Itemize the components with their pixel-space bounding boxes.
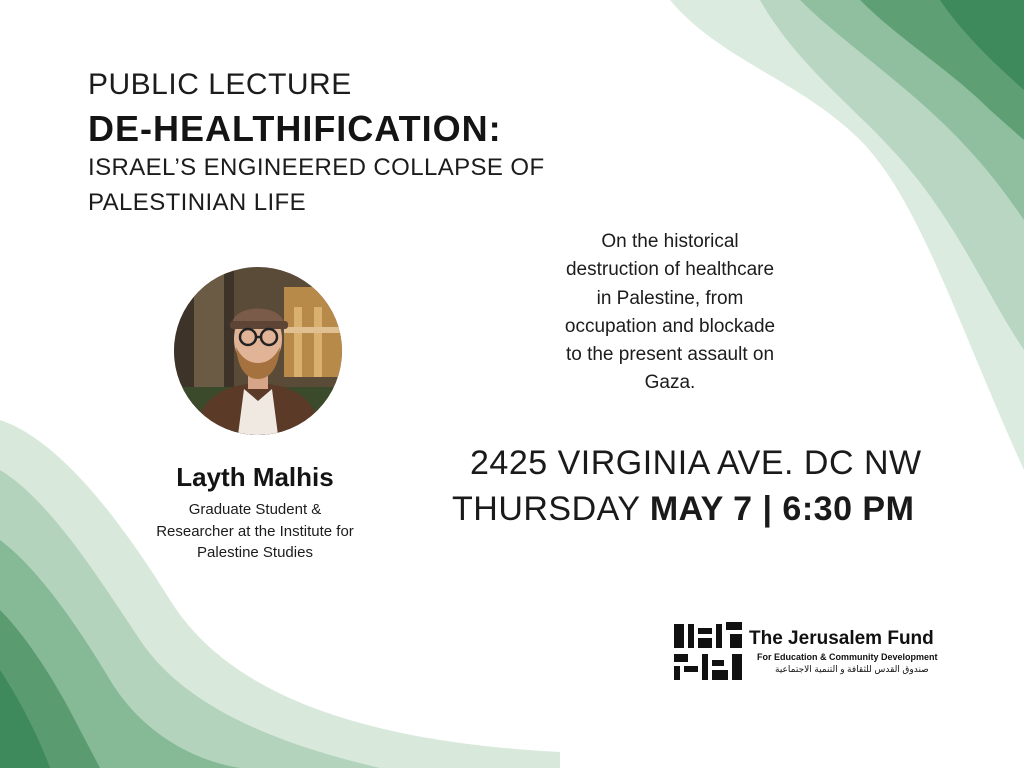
speaker-role-line: Graduate Student & [188, 501, 322, 518]
description-line: Gaza. [644, 372, 696, 394]
description-line: to the present assault on [565, 344, 775, 366]
organizer-arabic-name: صندوق القدس للثقافة و التنمية الاجتماعية [775, 664, 929, 674]
event-day: THURSDAY [452, 490, 640, 528]
venue-address: 2425 VIRGINIA AVE. DC NW [470, 444, 922, 482]
event-date: MAY 7 | 6:30 PM [649, 490, 915, 528]
organizer-tagline: For Education & Community Development [757, 652, 938, 662]
speaker-name: Layth Malhis [176, 462, 334, 492]
speaker-role-line: Palestine Studies [197, 544, 313, 561]
event-title: DE-HEALTHIFICATION: [88, 108, 502, 149]
organizer-name: The Jerusalem Fund [749, 628, 934, 649]
speaker-role-line: Researcher at the Institute for [156, 522, 354, 540]
description-line: in Palestine, from [596, 287, 744, 309]
event-date-time [452, 490, 914, 529]
speaker-role [130, 499, 380, 564]
speaker-photo [174, 267, 342, 435]
description-line: On the historical [601, 231, 739, 252]
description-line: destruction of healthcare [565, 259, 775, 281]
description-line: occupation and blockade [564, 315, 776, 337]
event-kicker: PUBLIC LECTURE [88, 68, 352, 101]
event-subtitle-line-1: ISRAEL’S ENGINEERED COLLAPSE OF [88, 154, 545, 181]
jerusalem-fund-logo-icon [672, 620, 746, 684]
event-description [520, 228, 820, 398]
event-subtitle-line-2: PALESTINIAN LIFE [88, 189, 307, 216]
